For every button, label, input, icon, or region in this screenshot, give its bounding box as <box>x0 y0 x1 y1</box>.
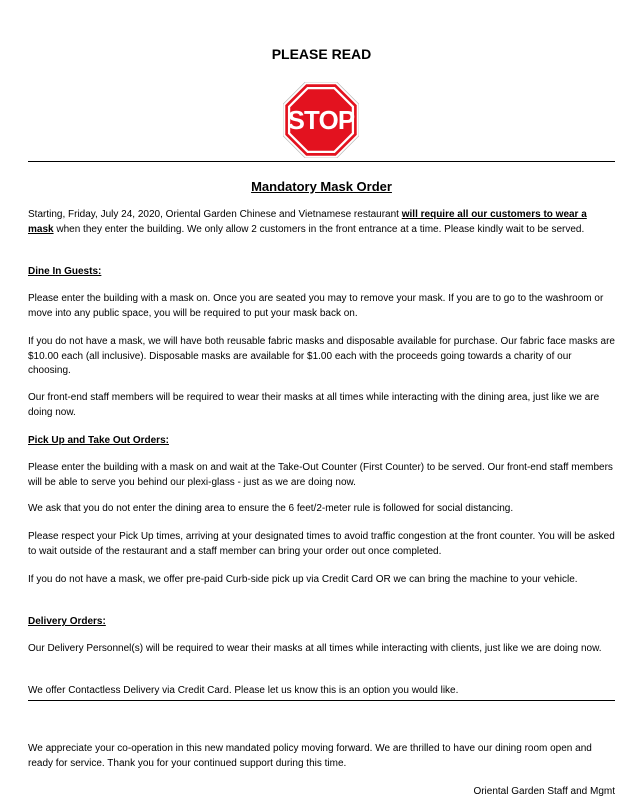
pickup-paragraph: We ask that you do not enter the dining area to ensure the 6 feet/2-meter rule is followed for social distancing. <box>28 503 514 514</box>
dine-in-paragraph: If you do not have a mask, we will have both reusable fabric masks and disposable available for purchase. Our fabric face masks are $10.00 each (all inclusive). Disposable masks are available for $1.00 each with the proceeds going towards a charity of our choosing. <box>28 336 615 377</box>
page-title: PLEASE READ <box>271 46 372 62</box>
notice-subtitle: Mandatory Mask Order <box>251 179 392 194</box>
pickup-heading: Pick Up and Take Out Orders: <box>28 435 169 446</box>
pickup-paragraph: If you do not have a mask, we offer pre-paid Curb-side pick up via Credit Card OR we can bring the machine to your vehicle. <box>28 574 578 585</box>
delivery-heading: Delivery Orders: <box>28 616 106 627</box>
bottom-divider <box>28 700 615 701</box>
mask-order-notice <box>28 0 615 810</box>
intro-text-end: when they enter the building. We only allow 2 customers in the front entrance at a time. Please kindly wait to be served. <box>53 223 585 235</box>
dine-in-paragraph: Our front-end staff members will be required to wear their masks at all times while interacting with the dining area, just like we are doing now. <box>28 392 600 418</box>
intro-emphasis: will require all our customers to wear a mask <box>28 209 587 235</box>
stop-sign-icon <box>283 82 359 158</box>
delivery-paragraph: We offer Contactless Delivery via Credit Card. Please let us know this is an option you would like. <box>28 685 459 696</box>
pickup-paragraph: Please enter the building with a mask on and wait at the Take-Out Counter (First Counter) to be served. Our front-end staff members will be able to serve you behind our plexi-glass - just as we are doing now. <box>28 462 613 488</box>
intro-paragraph <box>28 208 615 237</box>
closing-paragraph: We appreciate your co-operation in this new mandated policy moving forward. We are thrilled to have our dining room open and ready for service. Thank you for your continued support during this time. <box>28 743 592 769</box>
dine-in-paragraph: Please enter the building with a mask on. Once you are seated you may to remove your mask. If you are to go to the washroom or move into any public space, you will be required to put your mask back on. <box>28 293 604 319</box>
pickup-paragraph: Please respect your Pick Up times, arriving at your designated times to avoid traffic congestion at the front counter. You will be asked to wait outside of the restaurant and a staff member can bring your order out once completed. <box>28 531 615 557</box>
dine-in-heading: Dine In Guests: <box>28 266 102 277</box>
delivery-paragraph: Our Delivery Personnel(s) will be required to wear their masks at all times while interacting with clients, just like we are doing now. <box>28 643 602 654</box>
signature: Oriental Garden Staff and Mgmt <box>473 786 615 797</box>
top-divider <box>28 161 615 162</box>
stop-sign-label: STOP <box>287 107 355 136</box>
intro-text-start: Starting, Friday, July 24, 2020, Oriental Garden Chinese and Vietnamese restaurant <box>28 209 402 220</box>
